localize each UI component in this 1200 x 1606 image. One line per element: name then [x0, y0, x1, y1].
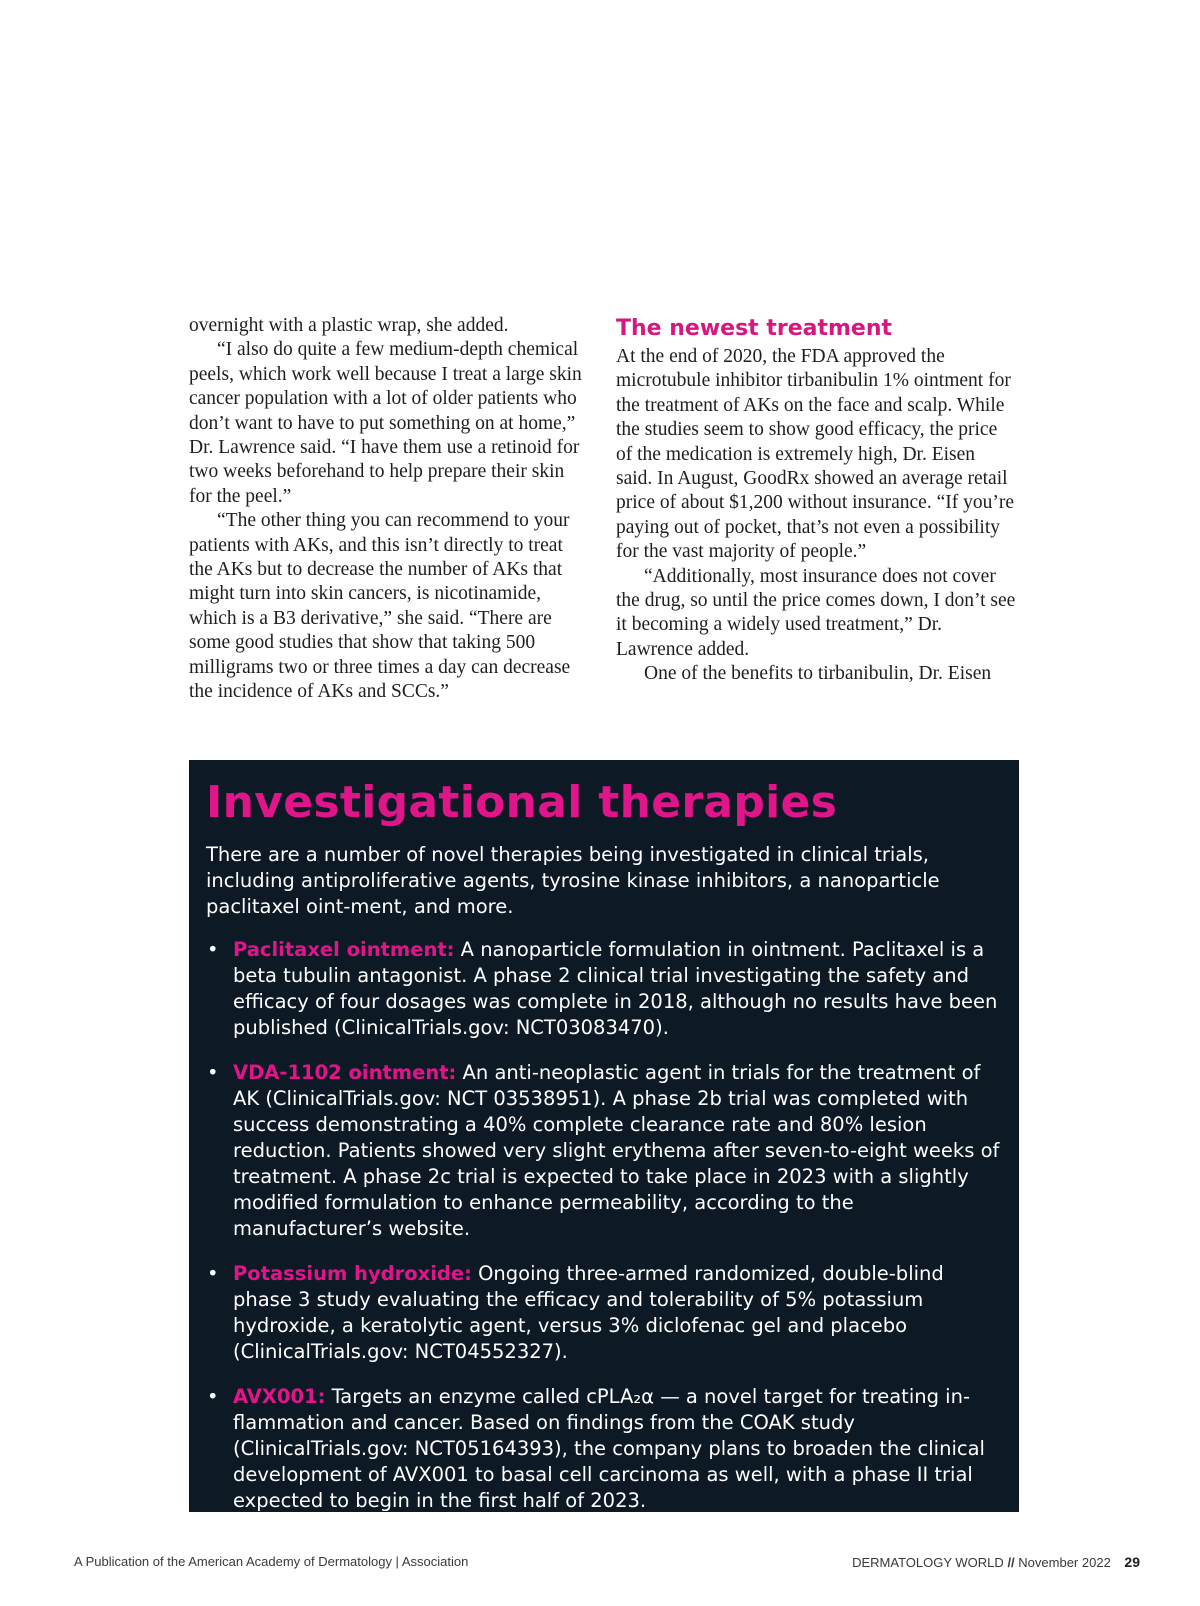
therapy-description: A nanoparticle formulation in ointment. Paclitaxel is a beta tubulin antagonist. A phase 2 clinical trial investigating the safety and efficacy of four dosages was complete in 2018, although no results have been published (ClinicalTrials.gov: NCT03083470). [233, 938, 998, 1039]
article-paragraph: One of the benefits to tirbanibulin, Dr. Eisen [644, 663, 992, 685]
article-paragraph: “Additionally, most insurance does not cover the drug, so until the price comes down, I don’t see it becoming a widely used treatment,” Dr. Lawrence added. [616, 565, 1016, 660]
list-item [206, 937, 1001, 1041]
investigational-therapies-sidebar [189, 760, 1019, 1512]
bullet-icon: • [207, 1385, 219, 1408]
footer-issue-info [852, 1554, 1140, 1571]
sidebar-title: Investigational therapies [206, 777, 838, 828]
bullet-icon: • [207, 938, 219, 961]
therapy-list [206, 937, 1001, 1514]
page-number: 29 [1124, 1554, 1140, 1570]
therapy-term: Potassium hydroxide: [233, 1262, 472, 1285]
article-paragraph: “The other thing you can recommend to your patients with AKs, and this isn’t directly to treat the AKs but to decrease the number of AKs that might turn into skin cancers, is nicotinamide, which is a B3 derivative,” she said. “There are some good studies that show that taking 500 milligrams two or three times a day can decrease the incidence of AKs and SCCs.” [189, 510, 571, 703]
magazine-name: DERMATOLOGY WORLD [852, 1555, 1004, 1570]
article-paragraph: overnight with a plastic wrap, she added. [189, 315, 509, 336]
therapy-description: An anti-neoplastic agent in trials for the treatment of AK (ClinicalTrials.gov: NCT 03538951). A phase 2b trial was completed with success demonstrating a 40% complete clearance rate and 80% lesion reduction. Patients showed very slight erythema after seven-to-eight weeks of treatment. A phase 2c trial is expected to take place in 2023 with a slightly modified formulation to enhance permeability, according to the manufacturer’s website. [233, 1061, 1000, 1240]
list-item [206, 1384, 1001, 1514]
footer-separator: // [1007, 1555, 1015, 1570]
list-item [206, 1060, 1001, 1242]
bullet-icon: • [207, 1262, 219, 1285]
therapy-term: AVX001: [233, 1385, 326, 1408]
therapy-description: Ongoing three-armed randomized, double-blind phase 3 study evaluating the efficacy and tolerability of 5% potassium hydroxide, a keratolytic agent, versus 3% diclofenac gel and placebo (ClinicalTrials.gov: NCT04552327). [233, 1262, 944, 1363]
left-article-column [189, 314, 587, 705]
sidebar-intro: There are a number of novel therapies being investigated in clinical trials, including antiproliferative agents, tyrosine kinase inhibitors, a nanoparticle paclitaxel oint-ment, and more. [206, 843, 940, 918]
article-paragraph: “I also do quite a few medium-depth chemical peels, which work well because I treat a large skin cancer population with a lot of older patients who don’t want to have to put something on at home,” Dr. Lawrence said. “I have them use a retinoid for two weeks beforehand to help prepare their skin for the peel.” [189, 339, 582, 507]
section-heading: The newest treatment [616, 316, 893, 341]
issue-date: November 2022 [1018, 1555, 1111, 1570]
footer-publisher: A Publication of the American Academy of Dermatology | Association [74, 1554, 469, 1569]
therapy-description: Targets an enzyme called cPLA₂α — a novel target for treating in-flammation and cancer. Based on findings from the COAK study (ClinicalTrials.gov: NCT05164393), the company plans to broaden the clinical development of AVX001 to basal cell carcinoma as well, with a phase II trial expected to begin in the first half of 2023. [233, 1385, 985, 1512]
list-item [206, 1261, 1001, 1365]
article-paragraph: At the end of 2020, the FDA approved the microtubule inhibitor tirbanibulin 1% ointment for the treatment of AKs on the face and scalp. While the studies seem to show good efficacy, the price of the medication is extremely high, Dr. Eisen said. In August, GoodRx showed an average retail price of about $1,200 without insurance. “If you’re paying out of pocket, that’s not even a possibility for the vast majority of people.” [616, 346, 1014, 563]
right-article-column [616, 314, 1016, 687]
therapy-term: VDA-1102 ointment: [233, 1061, 457, 1084]
bullet-icon: • [207, 1061, 219, 1084]
therapy-term: Paclitaxel ointment: [233, 938, 455, 961]
